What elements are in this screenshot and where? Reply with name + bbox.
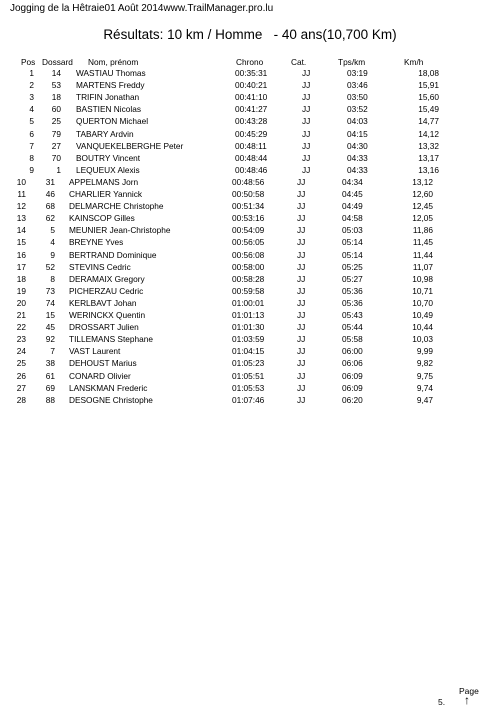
col-chrono: Chrono [236,57,264,67]
cell-tps: 05:43 [342,310,363,320]
cell-tps: 03:46 [347,80,368,91]
cell-dossard: 52 [45,261,55,272]
cell-tps: 04:30 [347,140,368,151]
cell-pos: 22 [16,322,26,333]
cell-pos: 27 [16,382,26,393]
cell-chrono: 01:04:15 [232,346,265,357]
table-row [0,140,500,152]
page-number: 5. [438,697,446,707]
cell-nom: MEUNIER Jean-Christophe [69,225,171,236]
cell-kmh: 15,60 [418,92,439,103]
table-row [0,309,500,321]
cell-chrono: 00:48:44 [235,152,268,163]
cell-cat: JJ [297,225,306,236]
cell-nom: BOUTRY Vincent [76,152,141,163]
cell-pos: 2 [29,80,34,91]
cell-kmh: 9,75 [416,370,433,381]
cell-dossard: 18 [51,92,61,103]
cell-pos: 15 [16,237,26,248]
cell-cat: JJ [297,189,306,199]
cell-kmh: 9,74 [416,382,433,393]
cell-nom: CONARD Olivier [69,370,131,381]
cell-dossard: 73 [45,285,55,296]
cell-pos: 10 [16,176,26,187]
cell-nom: TILLEMANS Stephane [69,334,153,345]
cell-tps: 05:03 [342,225,363,236]
table-row [0,188,500,200]
cell-dossard: 70 [51,152,61,163]
cell-tps: 06:09 [342,370,363,381]
cell-chrono: 00:41:27 [235,104,268,115]
cell-dossard: 25 [51,116,61,127]
cell-kmh: 15,91 [418,80,439,91]
cell-chrono: 01:05:53 [232,382,265,393]
cell-pos: 11 [17,189,26,199]
cell-cat: JJ [302,104,311,115]
cell-chrono: 00:58:28 [232,273,265,284]
cell-cat: JJ [297,370,306,381]
cell-tps: 05:36 [342,285,363,296]
table-row [0,103,500,115]
cell-nom: DEHOUST Marius [69,358,137,369]
cell-dossard: 69 [45,382,55,393]
col-pos: Pos [21,57,36,67]
cell-tps: 04:33 [347,164,368,175]
cell-pos: 21 [16,310,26,320]
cell-kmh: 12,05 [412,213,433,224]
cell-chrono: 00:45:29 [235,128,268,139]
cell-cat: JJ [297,334,306,345]
cell-cat: JJ [297,310,306,320]
col-tps: Tps/km [338,57,366,67]
cell-kmh: 12,60 [412,189,433,199]
cell-dossard: 68 [45,201,55,212]
cell-dossard: 1 [56,164,61,175]
cell-pos: 1 [29,68,34,78]
cell-kmh: 13,32 [418,140,439,151]
cell-pos: 6 [29,128,34,139]
cell-pos: 24 [16,346,26,357]
cell-dossard: 61 [45,370,55,381]
cell-chrono: 00:48:11 [235,140,267,151]
cell-pos: 4 [29,104,34,115]
cell-chrono: 00:58:00 [232,261,265,272]
cell-pos: 23 [16,334,26,345]
cell-tps: 04:15 [347,128,368,139]
page-label: Page [459,686,479,696]
table-row [0,297,500,309]
col-kmh: Km/h [404,57,424,67]
cell-cat: JJ [297,176,306,187]
cell-tps: 05:14 [342,249,363,260]
cell-tps: 06:00 [342,346,363,357]
cell-cat: JJ [297,346,306,357]
cell-kmh: 11,44 [412,249,433,260]
cell-dossard: 88 [45,394,55,405]
cell-chrono: 01:05:23 [232,358,265,369]
cell-tps: 06:06 [342,358,363,369]
cell-kmh: 10,03 [412,334,433,345]
table-row [0,200,500,212]
cell-tps: 04:49 [342,201,363,212]
cell-pos: 26 [16,370,26,381]
table-row [0,115,500,127]
cell-chrono: 01:01:30 [232,322,265,333]
table-row [0,91,500,103]
cell-chrono: 01:00:01 [232,297,265,308]
col-nom: Nom, prénom [88,57,139,67]
cell-dossard: 53 [51,80,61,91]
document-header: Jogging de la Hêtraie01 Août 2014www.TrailManager.pro.lu [10,3,274,14]
cell-nom: QUERTON Michael [76,116,149,127]
table-row [0,79,500,91]
cell-nom: DROSSART Julien [69,322,139,333]
cell-nom: LEQUEUX Alexis [76,164,140,175]
table-row [0,164,500,176]
cell-pos: 25 [16,358,26,369]
cell-cat: JJ [297,261,306,272]
cell-chrono: 00:56:05 [232,237,265,248]
table-row [0,394,500,406]
cell-dossard: 14 [51,68,61,78]
table-row [0,333,500,345]
cell-tps: 05:25 [342,261,363,272]
cell-nom: MARTENS Freddy [76,80,145,91]
cell-nom: STEVINS Cedric [69,261,131,272]
cell-kmh: 13,16 [418,164,439,175]
table-row [0,176,500,188]
cell-nom: BREYNE Yves [69,237,124,248]
cell-cat: JJ [302,92,311,103]
cell-tps: 05:14 [342,237,363,248]
cell-chrono: 01:01:13 [232,310,265,320]
cell-kmh: 11,45 [412,237,433,248]
cell-nom: KAINSCOP Gilles [69,213,135,224]
table-row [0,370,500,382]
cell-pos: 9 [29,164,34,175]
cell-cat: JJ [302,152,311,163]
cell-kmh: 10,98 [412,273,433,284]
cell-nom: DELMARCHE Christophe [69,201,164,212]
cell-chrono: 00:43:28 [235,116,268,127]
cell-nom: TRIFIN Jonathan [76,92,140,103]
cell-pos: 5 [29,116,34,127]
cell-tps: 03:50 [347,92,368,103]
cell-pos: 14 [16,225,26,236]
cell-cat: JJ [302,164,311,175]
cell-kmh: 12,45 [412,201,433,212]
cell-kmh: 10,49 [412,310,433,320]
cell-nom: LANSKMAN Frederic [69,382,148,393]
cell-chrono: 00:59:58 [232,285,265,296]
cell-cat: JJ [302,128,311,139]
table-row [0,345,500,357]
cell-nom: DESOGNE Christophe [69,394,153,405]
cell-cat: JJ [297,249,306,260]
cell-nom: VANQUEKELBERGHE Peter [76,140,184,151]
cell-chrono: 00:40:21 [235,80,268,91]
cell-pos: 19 [16,285,26,296]
cell-kmh: 14,12 [418,128,439,139]
cell-nom: TABARY Ardvin [76,128,134,139]
cell-cat: JJ [297,382,306,393]
cell-tps: 04:03 [347,116,368,127]
cell-dossard: 46 [45,189,55,199]
cell-dossard: 74 [45,297,55,308]
table-row [0,236,500,248]
cell-chrono: 00:53:16 [232,213,265,224]
cell-chrono: 00:35:31 [235,68,268,78]
cell-nom: PICHERZAU Cedric [69,285,144,296]
cell-nom: VAST Laurent [69,346,121,357]
table-row [0,261,500,273]
cell-cat: JJ [297,237,306,248]
cell-pos: 16 [16,249,26,260]
cell-kmh: 11,86 [412,225,433,236]
cell-nom: WERINCKX Quentin [69,310,146,320]
cell-dossard: 92 [45,334,55,345]
cell-dossard: 8 [50,273,55,284]
table-row [0,357,500,369]
cell-nom: CHARLIER Yannick [69,189,143,199]
table-row [0,152,500,164]
table-row [0,273,500,285]
table-row [0,67,500,79]
table-row [0,212,500,224]
cell-dossard: 45 [45,322,55,333]
cell-kmh: 13,17 [418,152,439,163]
cell-chrono: 00:50:58 [232,189,265,199]
cell-kmh: 10,44 [412,322,433,333]
cell-tps: 03:52 [347,104,368,115]
cell-cat: JJ [297,273,306,284]
cell-pos: 8 [29,152,34,163]
cell-nom: BASTIEN Nicolas [76,104,142,115]
cell-dossard: 15 [45,310,55,320]
cell-nom: BERTRAND Dominique [69,249,157,260]
cell-dossard: 4 [50,237,55,248]
cell-cat: JJ [297,201,306,212]
cell-nom: WASTIAU Thomas [76,68,146,78]
cell-dossard: 27 [51,140,61,151]
cell-kmh: 10,70 [412,297,433,308]
cell-kmh: 11,07 [412,261,433,272]
cell-chrono: 00:48:56 [232,176,265,187]
cell-pos: 3 [29,92,34,103]
cell-tps: 04:33 [347,152,368,163]
table-row [0,224,500,236]
table-row [0,285,500,297]
cell-chrono: 01:03:59 [232,334,265,345]
cell-pos: 7 [29,140,34,151]
table-row [0,128,500,140]
cell-kmh: 10,71 [412,285,433,296]
table-row [0,321,500,333]
cell-tps: 05:27 [342,273,363,284]
cell-tps: 05:36 [342,297,363,308]
cell-pos: 12 [16,201,26,212]
col-cat: Cat. [291,57,307,67]
cell-pos: 20 [16,297,26,308]
cell-cat: JJ [302,140,311,151]
cell-cat: JJ [302,68,311,78]
cell-chrono: 00:48:46 [235,164,268,175]
cell-kmh: 18,08 [418,68,439,78]
up-arrow-icon: ↑ [464,693,470,707]
cell-dossard: 7 [50,346,55,357]
cell-dossard: 31 [45,176,55,187]
cell-pos: 18 [16,273,26,284]
cell-kmh: 15,49 [418,104,439,115]
cell-dossard: 62 [45,213,55,224]
cell-kmh: 9,82 [416,358,433,369]
cell-kmh: 13,12 [412,176,433,187]
cell-cat: JJ [297,213,306,224]
table-row [0,249,500,261]
cell-cat: JJ [302,80,311,91]
col-dossard: Dossard [42,57,73,67]
cell-tps: 04:45 [342,189,363,199]
cell-chrono: 00:41:10 [235,92,268,103]
cell-pos: 28 [16,394,26,405]
cell-tps: 06:09 [342,382,363,393]
cell-chrono: 01:07:46 [232,394,265,405]
table-row [0,382,500,394]
cell-dossard: 9 [50,249,55,260]
cell-dossard: 5 [50,225,55,236]
cell-pos: 13 [16,213,26,224]
cell-cat: JJ [297,297,306,308]
cell-kmh: 14,77 [418,116,439,127]
cell-nom: KERLBAVT Johan [69,297,137,308]
cell-nom: APPELMANS Jorn [69,176,139,187]
cell-cat: JJ [302,116,311,127]
cell-tps: 05:58 [342,334,363,345]
cell-tps: 03:19 [347,68,368,78]
cell-dossard: 79 [51,128,61,139]
cell-kmh: 9,99 [416,346,433,357]
cell-chrono: 00:51:34 [232,201,265,212]
cell-pos: 17 [16,261,26,272]
cell-dossard: 60 [51,104,61,115]
cell-nom: DERAMAIX Gregory [69,273,145,284]
cell-chrono: 01:05:51 [232,370,265,381]
cell-chrono: 00:54:09 [232,225,265,236]
cell-cat: JJ [297,358,306,369]
cell-kmh: 9,47 [416,394,433,405]
cell-dossard: 38 [45,358,55,369]
cell-tps: 05:44 [342,322,363,333]
results-title: Résultats: 10 km / Homme - 40 ans(10,700 Km) [103,27,397,42]
cell-chrono: 00:56:08 [232,249,265,260]
cell-tps: 04:34 [342,176,363,187]
cell-cat: JJ [297,285,306,296]
cell-tps: 04:58 [342,213,363,224]
cell-cat: JJ [297,394,306,405]
cell-cat: JJ [297,322,306,333]
cell-tps: 06:20 [342,394,363,405]
